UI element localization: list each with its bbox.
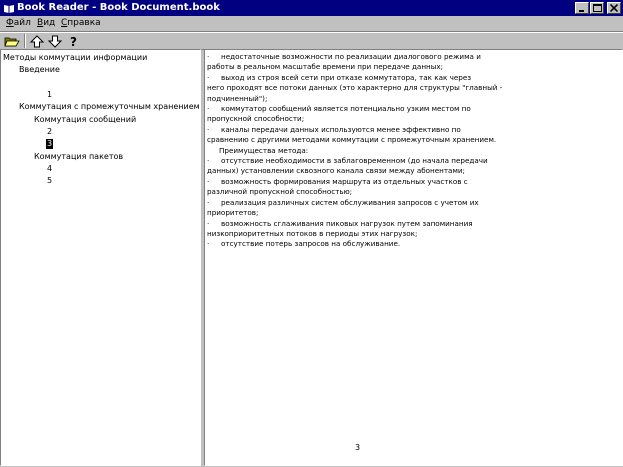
text-line: · каналы передачи данных используются менее эффективно по bbox=[207, 124, 461, 134]
page-number: 3 bbox=[355, 443, 361, 452]
close-icon bbox=[610, 4, 618, 12]
toc-pane[interactable] bbox=[0, 49, 201, 466]
maximize-button[interactable] bbox=[590, 2, 604, 14]
document-text bbox=[207, 52, 505, 250]
open-folder-icon[interactable] bbox=[3, 34, 21, 49]
text-line: приоритетов; bbox=[207, 208, 259, 218]
menu-help[interactable]: Справка bbox=[61, 18, 101, 28]
toolbar bbox=[0, 32, 623, 50]
text-line: · выход из строя всей сети при отказе коммутатора, так как через bbox=[207, 72, 472, 82]
bullet: · bbox=[207, 156, 210, 166]
minimize-icon bbox=[578, 4, 586, 12]
text-line: · возможность формирования маршрута из отдельных участков с bbox=[207, 176, 468, 186]
bullet: · bbox=[207, 124, 210, 134]
section-heading: Преимущества метода: bbox=[219, 145, 309, 155]
arrow-down-icon[interactable] bbox=[46, 34, 64, 49]
text-line: · реализация различных систем обслуживания запросов с учетом их bbox=[207, 197, 479, 207]
toc-item-store-forward[interactable]: Коммутация с промежуточным хранением bbox=[19, 102, 200, 111]
toc-item-page-4[interactable]: 4 bbox=[47, 164, 53, 173]
minimize-button[interactable] bbox=[575, 2, 589, 14]
text-line: данных) установлении сквозного канала связи между абонентами; bbox=[207, 166, 465, 176]
text-line: низкоприоритетных потоков в периоды этих нагрузок; bbox=[207, 228, 418, 238]
text-line: пропускной способности; bbox=[207, 114, 305, 124]
toolbar-separator bbox=[24, 34, 26, 48]
text-line: · недостаточные возможности по реализации диалогового режима и bbox=[207, 52, 481, 61]
bullet: · bbox=[207, 176, 210, 186]
menu-file[interactable]: Файл bbox=[6, 18, 31, 28]
close-button[interactable] bbox=[607, 2, 621, 14]
arrow-up-icon[interactable] bbox=[28, 34, 46, 49]
window-title: Book Reader - Book Document.book bbox=[17, 2, 220, 13]
toc-item-intro[interactable]: Введение bbox=[19, 65, 60, 74]
bullet: · bbox=[207, 104, 210, 114]
bullet: · bbox=[207, 218, 210, 228]
bullet: · bbox=[207, 239, 210, 249]
menu-view[interactable]: Вид bbox=[37, 18, 56, 28]
bullet: · bbox=[207, 52, 210, 61]
text-line: него проходят все потоки данных (это характерно для структуры "главный - bbox=[207, 83, 503, 93]
help-question-icon[interactable] bbox=[64, 34, 82, 49]
book-app-icon bbox=[3, 3, 15, 13]
text-line: различной пропускной способностью; bbox=[207, 187, 353, 197]
menu-bar bbox=[0, 16, 623, 32]
toc-item-page-1[interactable]: 1 bbox=[47, 90, 53, 99]
text-line: работы в реальном масштабе времени при передаче данных; bbox=[207, 62, 444, 72]
text-line: · отсутствие необходимости в заблаговременном (до начала передачи bbox=[207, 156, 488, 166]
text-line: сравнению с другими методами коммутации с промежуточным хранением. bbox=[207, 135, 497, 145]
text-line: · коммутатор сообщений является потенциально узким местом по bbox=[207, 104, 471, 114]
toc-item-message-switching[interactable]: Коммутация сообщений bbox=[34, 115, 137, 124]
toc-item-root[interactable]: Методы коммутации информации bbox=[3, 53, 148, 62]
bullet: · bbox=[207, 197, 210, 207]
text-line: · возможность сглаживания пиковых нагрузок путем запоминания bbox=[207, 218, 473, 228]
toc-item-packet-switching[interactable]: Коммутация пакетов bbox=[34, 152, 124, 161]
toc-item-page-2[interactable]: 2 bbox=[47, 127, 53, 136]
toc-item-page-3-selected[interactable]: 3 bbox=[47, 139, 53, 148]
svg-text:?: ? bbox=[70, 35, 77, 49]
maximize-icon bbox=[593, 4, 602, 12]
bullet: · bbox=[207, 72, 210, 82]
toc-item-page-5[interactable]: 5 bbox=[47, 176, 53, 185]
text-line: подчиненный"); bbox=[207, 93, 268, 103]
title-bar[interactable] bbox=[0, 0, 623, 16]
document-pane[interactable] bbox=[204, 49, 623, 466]
text-line: · отсутствие потерь запросов на обслуживание. bbox=[207, 239, 401, 249]
